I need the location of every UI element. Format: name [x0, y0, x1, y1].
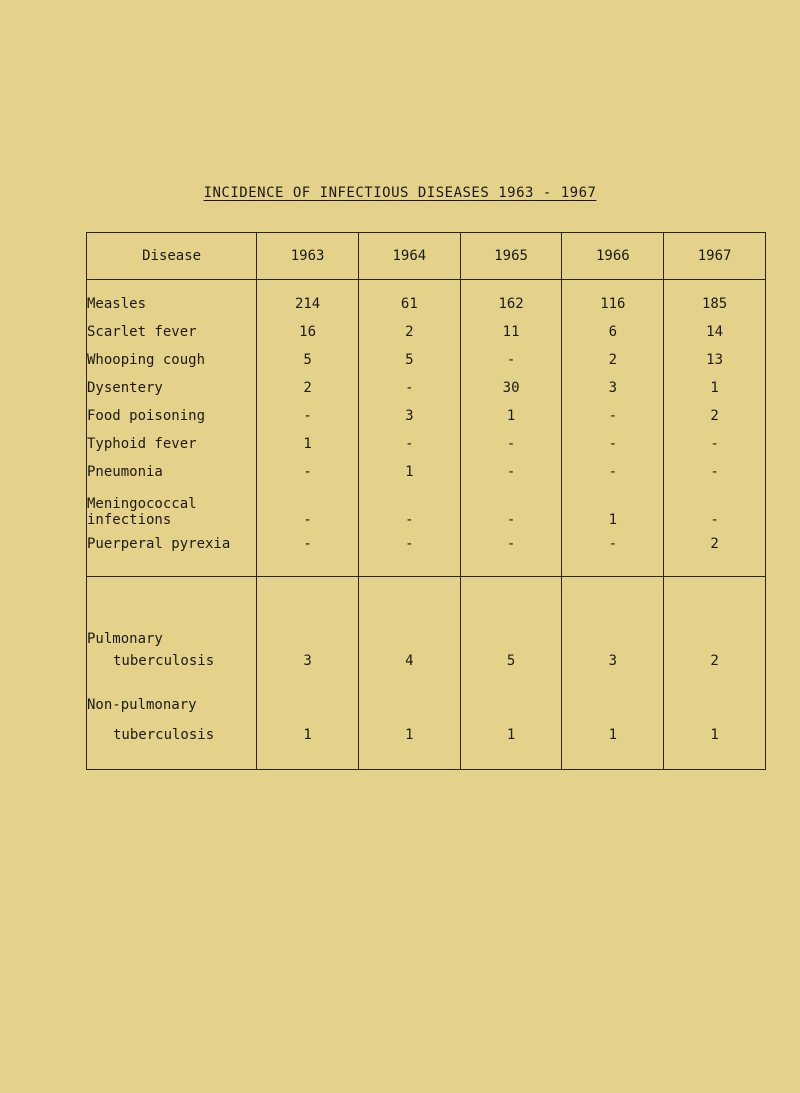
table-row — [87, 374, 766, 402]
table-row — [87, 402, 766, 430]
cell-value: 1 — [562, 713, 664, 770]
cell-value: - — [460, 346, 562, 374]
incidence-table — [86, 232, 766, 770]
tb-label: Pulmonary — [87, 577, 257, 648]
cell-value: 1 — [562, 486, 664, 530]
tb-label: Non-pulmonary — [87, 675, 257, 713]
header-1964: 1964 — [358, 233, 460, 280]
table-row — [87, 675, 766, 713]
table-row — [87, 577, 766, 648]
cell-value: 11 — [460, 318, 562, 346]
disease-name: Dysentery — [87, 374, 257, 402]
cell-value: 1 — [664, 713, 766, 770]
cell-value: - — [562, 530, 664, 558]
cell-value: - — [562, 402, 664, 430]
cell-value: 5 — [358, 346, 460, 374]
disease-name: Pneumonia — [87, 458, 257, 486]
cell-value: 5 — [257, 346, 359, 374]
table-header-row — [87, 233, 766, 280]
cell-value: - — [664, 430, 766, 458]
cell-value: - — [460, 530, 562, 558]
header-1963: 1963 — [257, 233, 359, 280]
cell-value: - — [460, 486, 562, 530]
cell-value: 2 — [257, 374, 359, 402]
cell-value: 4 — [358, 647, 460, 675]
cell-value: 13 — [664, 346, 766, 374]
table-row — [87, 430, 766, 458]
cell-value: 30 — [460, 374, 562, 402]
cell-value: 1 — [358, 713, 460, 770]
table-row — [87, 458, 766, 486]
cell-value: 2 — [664, 402, 766, 430]
cell-value: 1 — [664, 374, 766, 402]
cell-value: 2 — [664, 647, 766, 675]
cell-value: 16 — [257, 318, 359, 346]
cell-value: 5 — [460, 647, 562, 675]
cell-value: - — [460, 458, 562, 486]
cell-value: - — [257, 486, 359, 530]
cell-value: - — [562, 458, 664, 486]
header-1966: 1966 — [562, 233, 664, 280]
cell-value: 6 — [562, 318, 664, 346]
cell-value: 3 — [358, 402, 460, 430]
table-row — [87, 486, 766, 530]
disease-name: tuberculosis — [87, 647, 257, 675]
cell-value: 162 — [460, 280, 562, 319]
table-row — [87, 280, 766, 319]
cell-value: - — [358, 430, 460, 458]
cell-value: - — [562, 430, 664, 458]
disease-name: Food poisoning — [87, 402, 257, 430]
disease-name: Scarlet fever — [87, 318, 257, 346]
cell-value: 1 — [460, 402, 562, 430]
disease-name: Measles — [87, 280, 257, 319]
cell-value: - — [664, 458, 766, 486]
cell-value: 3 — [257, 647, 359, 675]
header-1967: 1967 — [664, 233, 766, 280]
cell-value: - — [358, 374, 460, 402]
cell-value: 2 — [562, 346, 664, 374]
cell-value: 1 — [257, 713, 359, 770]
cell-value: 1 — [358, 458, 460, 486]
disease-name-line2: infections — [87, 512, 172, 528]
cell-value: 2 — [664, 530, 766, 558]
table-row — [87, 647, 766, 675]
section-divider — [87, 558, 766, 577]
cell-value: - — [460, 430, 562, 458]
cell-value: - — [257, 530, 359, 558]
disease-name-line1: Meningococcal — [87, 496, 197, 512]
disease-name — [87, 486, 257, 530]
disease-name: Puerperal pyrexia — [87, 530, 257, 558]
table-row — [87, 346, 766, 374]
disease-name: Whooping cough — [87, 346, 257, 374]
cell-value: - — [358, 486, 460, 530]
cell-value: 2 — [358, 318, 460, 346]
table-row — [87, 713, 766, 770]
cell-value: 61 — [358, 280, 460, 319]
cell-value: 3 — [562, 647, 664, 675]
cell-value: - — [664, 486, 766, 530]
disease-name: Typhoid fever — [87, 430, 257, 458]
cell-value: - — [257, 402, 359, 430]
cell-value: 116 — [562, 280, 664, 319]
cell-value: 1 — [460, 713, 562, 770]
table-row — [87, 318, 766, 346]
cell-value: - — [358, 530, 460, 558]
header-disease: Disease — [87, 233, 257, 280]
cell-value: 214 — [257, 280, 359, 319]
cell-value: 3 — [562, 374, 664, 402]
disease-name: tuberculosis — [87, 713, 257, 770]
cell-value: 14 — [664, 318, 766, 346]
table-row — [87, 530, 766, 558]
page-title: INCIDENCE OF INFECTIOUS DISEASES 1963 - 1967 — [203, 185, 597, 201]
cell-value: - — [257, 458, 359, 486]
cell-value: 1 — [257, 430, 359, 458]
cell-value: 185 — [664, 280, 766, 319]
header-1965: 1965 — [460, 233, 562, 280]
